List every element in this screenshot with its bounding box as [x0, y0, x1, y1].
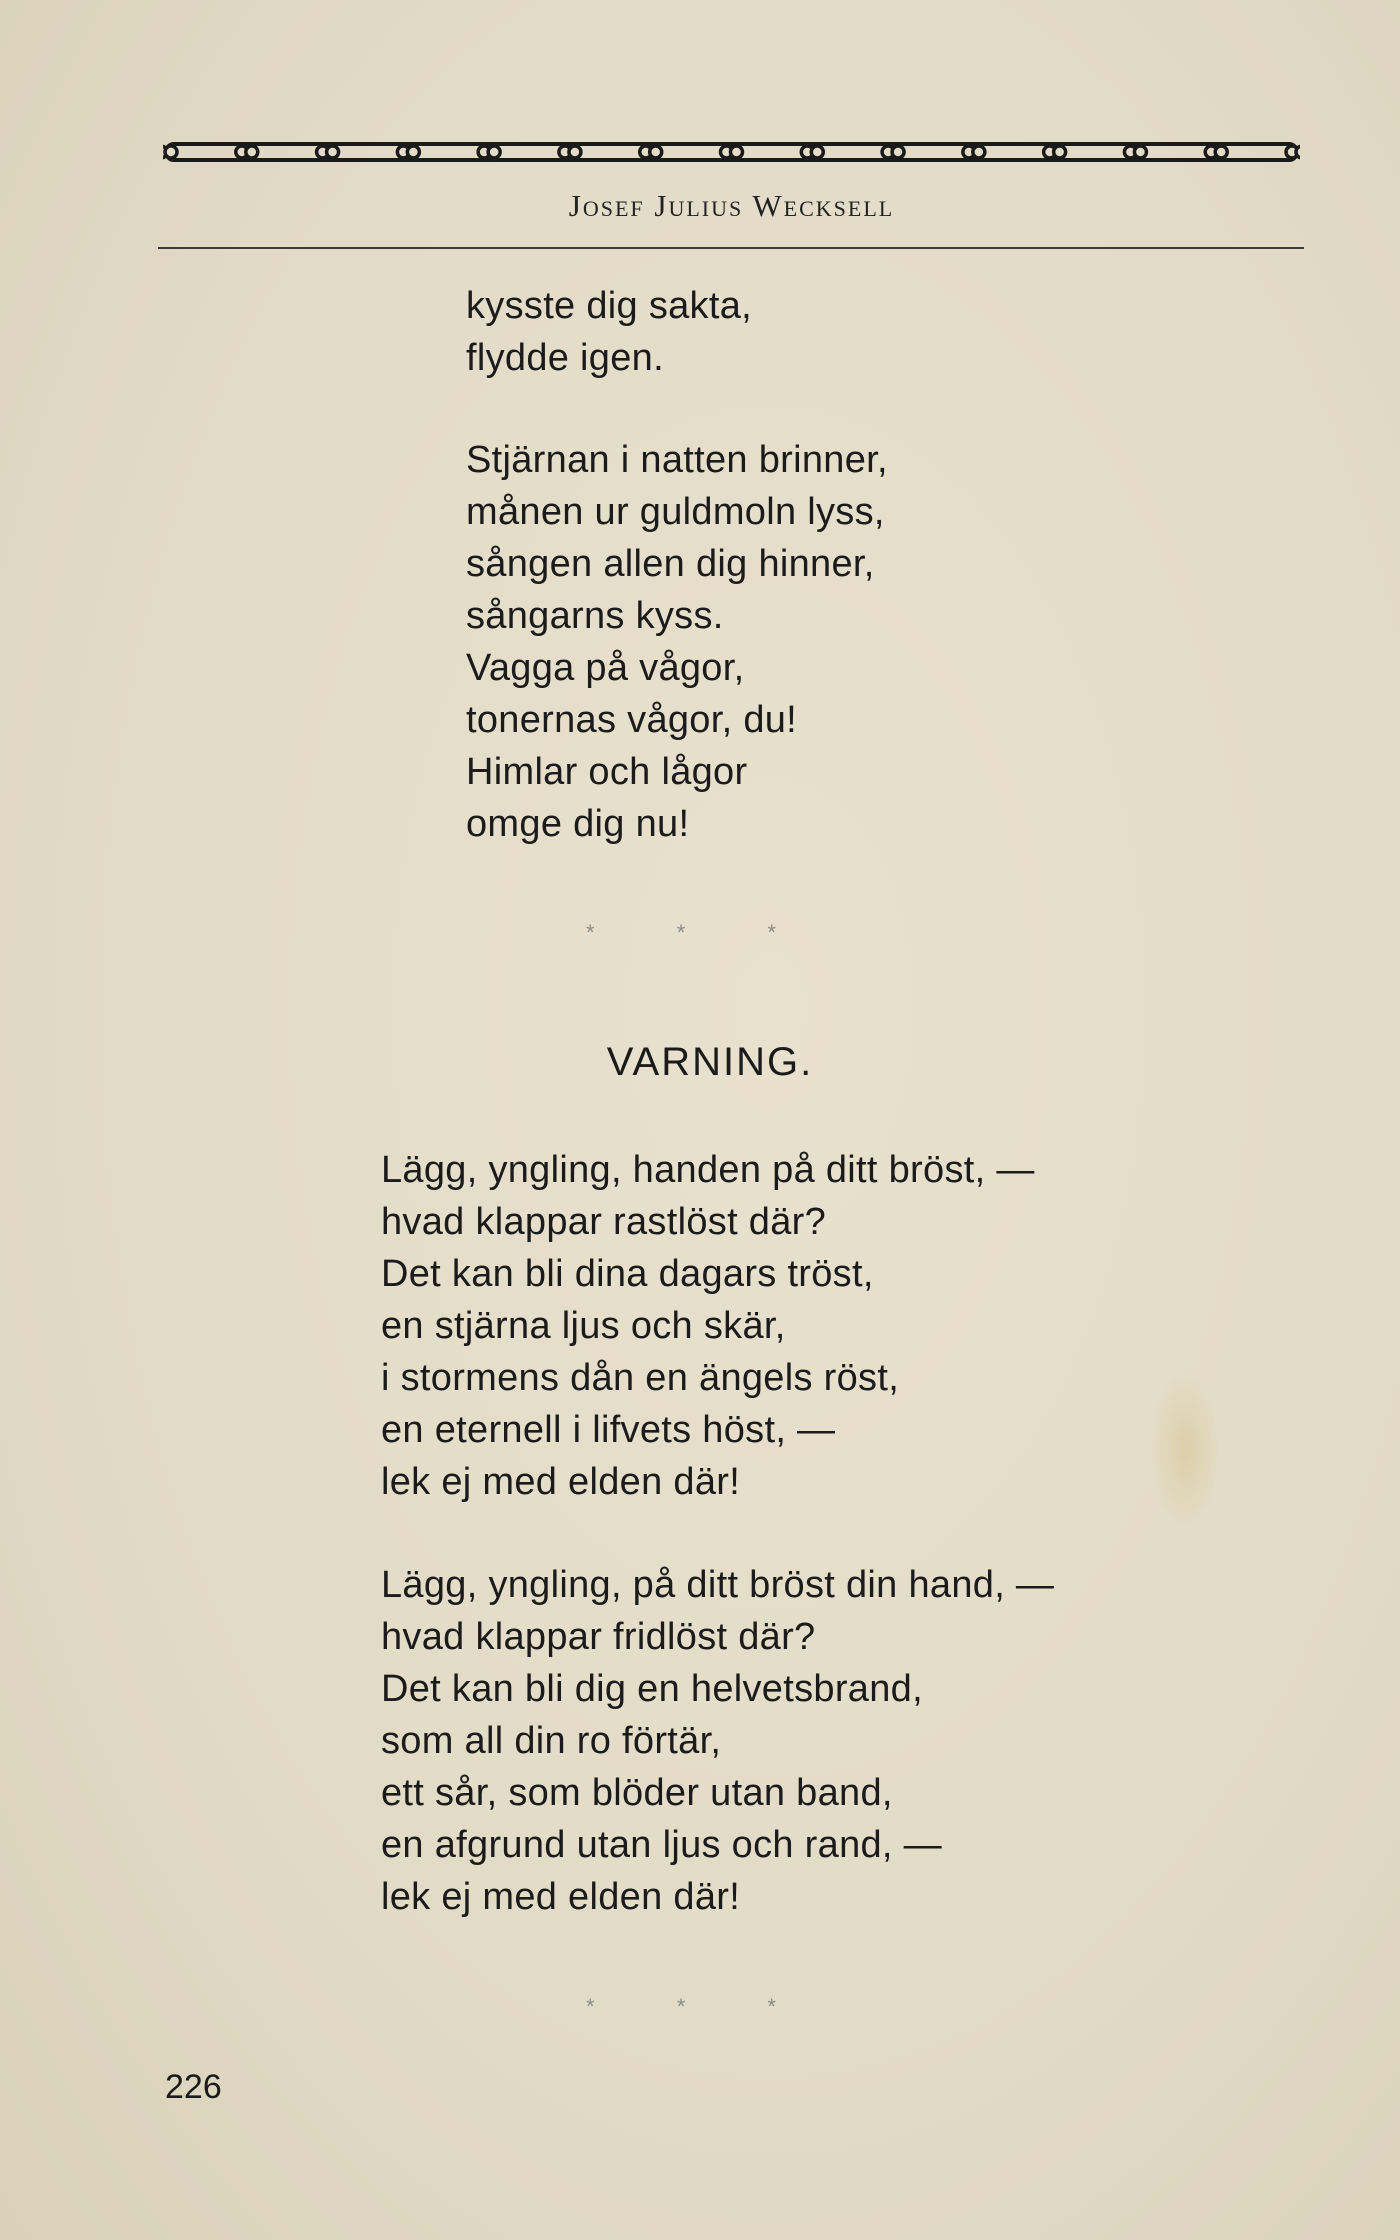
poem-line: Lägg, yngling, på ditt bröst din hand, —: [381, 1564, 1055, 1606]
poem-line: kysste dig sakta,: [466, 285, 752, 327]
poem-line: lek ej med elden där!: [381, 1876, 741, 1918]
chain-link: [569, 146, 581, 158]
poem-line: Stjärnan i natten brinner,: [466, 439, 888, 481]
poem-line: lek ej med elden där!: [381, 1461, 741, 1503]
chain-link: [1134, 146, 1146, 158]
poem-stanza-2: [381, 1559, 1054, 1923]
chain-link: [811, 146, 823, 158]
header-rule: [158, 247, 1304, 249]
chain-link: [731, 146, 743, 158]
paper-stain: [1150, 1370, 1220, 1530]
chain-link: [246, 146, 258, 158]
continuation-stanza-1: [466, 280, 752, 384]
poem-line: en stjärna ljus och skär,: [381, 1305, 786, 1347]
poem-line: som all din ro förtär,: [381, 1720, 722, 1762]
poem-line: tonernas vågor, du!: [466, 699, 798, 741]
chain-link: [650, 146, 662, 158]
poem-line: hvad klappar rastlöst där?: [381, 1201, 827, 1243]
poem-line: omge dig nu!: [466, 803, 690, 845]
chain-link: [1296, 146, 1300, 158]
poem-line: Himlar och lågor: [466, 751, 748, 793]
chain-link: [1054, 146, 1066, 158]
poem-line: Det kan bli dina dagars tröst,: [381, 1253, 874, 1295]
poem-line: Lägg, yngling, handen på ditt bröst, —: [381, 1149, 1035, 1191]
chain-link: [165, 146, 177, 158]
poem-line: en afgrund utan ljus och rand, —: [381, 1824, 942, 1866]
chain-link: [327, 146, 339, 158]
chain-link: [407, 146, 419, 158]
poem-line: hvad klappar fridlöst där?: [381, 1616, 816, 1658]
poem-line: ett sår, som blöder utan band,: [381, 1772, 893, 1814]
section-separator: * * *: [586, 920, 814, 945]
chain-link: [892, 146, 904, 158]
chain-link: [1215, 146, 1227, 158]
chain-link: [488, 146, 500, 158]
poem-line: flydde igen.: [466, 337, 664, 379]
poem-line: sången allen dig hinner,: [466, 543, 875, 585]
poem-title: VARNING.: [606, 1040, 814, 1084]
continuation-stanza-2: [466, 434, 888, 850]
poem-line: i stormens dån en ängels röst,: [381, 1357, 900, 1399]
poem-line: sångarns kyss.: [466, 595, 724, 637]
chain-link: [973, 146, 985, 158]
poem-line: Det kan bli dig en helvetsbrand,: [381, 1668, 923, 1710]
running-header-author: Josef Julius Wecksell: [568, 188, 895, 223]
poem-line: Vagga på vågor,: [466, 647, 745, 689]
section-separator: * * *: [586, 1994, 814, 2019]
poem-line: månen ur guldmoln lyss,: [466, 491, 885, 533]
decorative-chain-border: [163, 135, 1300, 169]
page-number: 226: [165, 2068, 222, 2106]
poem-stanza-1: [381, 1144, 1035, 1508]
poem-line: en eternell i lifvets höst, —: [381, 1409, 836, 1451]
